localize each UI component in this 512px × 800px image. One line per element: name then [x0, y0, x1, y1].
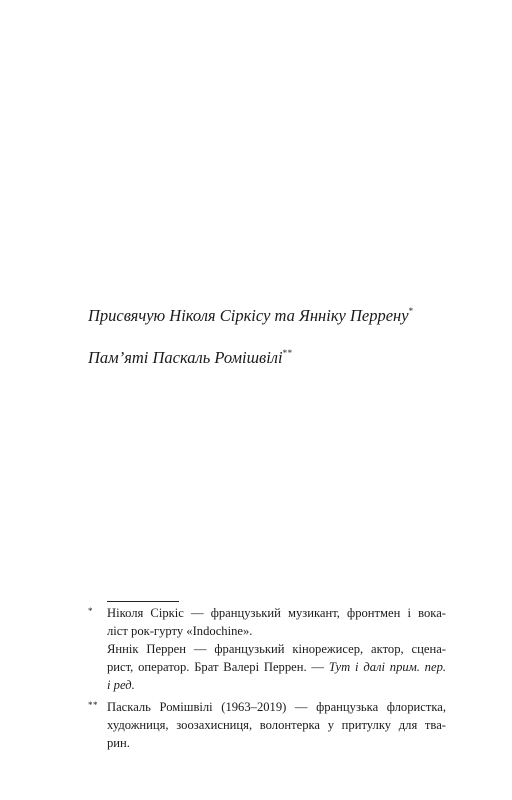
footnote-2-line-1: Паскаль Ромішвілі (1963–2019) — французька флористка, — [107, 700, 446, 714]
footnote-1-line-4-plain: рист, оператор. Брат Валері Перрен. — — [107, 660, 329, 674]
footnote-2 — [88, 698, 446, 752]
dedication-text-2: Пам’яті Паскаль Ромішвілі — [88, 348, 283, 367]
footnote-1-line-1: Ніколя Сіркіс — французький музикант, фронтмен і вока- — [107, 606, 446, 620]
footnote-1-line-5: і ред. — [107, 678, 135, 692]
footnote-1-line-3: Яннік Перрен — французький кінорежисер, актор, сцена- — [107, 642, 446, 656]
footnote-1 — [88, 604, 446, 694]
footnote-1-line-2: ліст рок-гурту «Indochine». — [107, 624, 253, 638]
footnote-2-line-3: рин. — [107, 736, 130, 750]
dedication-text-1: Присвячую Ніколя Сіркісу та Янніку Перрену — [88, 306, 409, 325]
footnote-ref-2: ** — [282, 348, 293, 358]
dedication-line-2 — [88, 343, 468, 368]
footnote-ref-1: * — [408, 306, 414, 316]
dedication-line-1 — [88, 301, 468, 326]
footnote-2-line-2: художниця, зоозахисниця, волонтерка у притулку для тва- — [107, 718, 446, 732]
footnote-1-line-4 — [107, 658, 446, 676]
footnote-1-line-4-italic: Тут і далі прим. пер. — [328, 660, 447, 674]
footnote-marker-1: * — [88, 606, 93, 616]
footnote-marker-2: ** — [88, 700, 98, 710]
footnote-separator — [107, 601, 179, 602]
footnotes — [88, 604, 446, 752]
